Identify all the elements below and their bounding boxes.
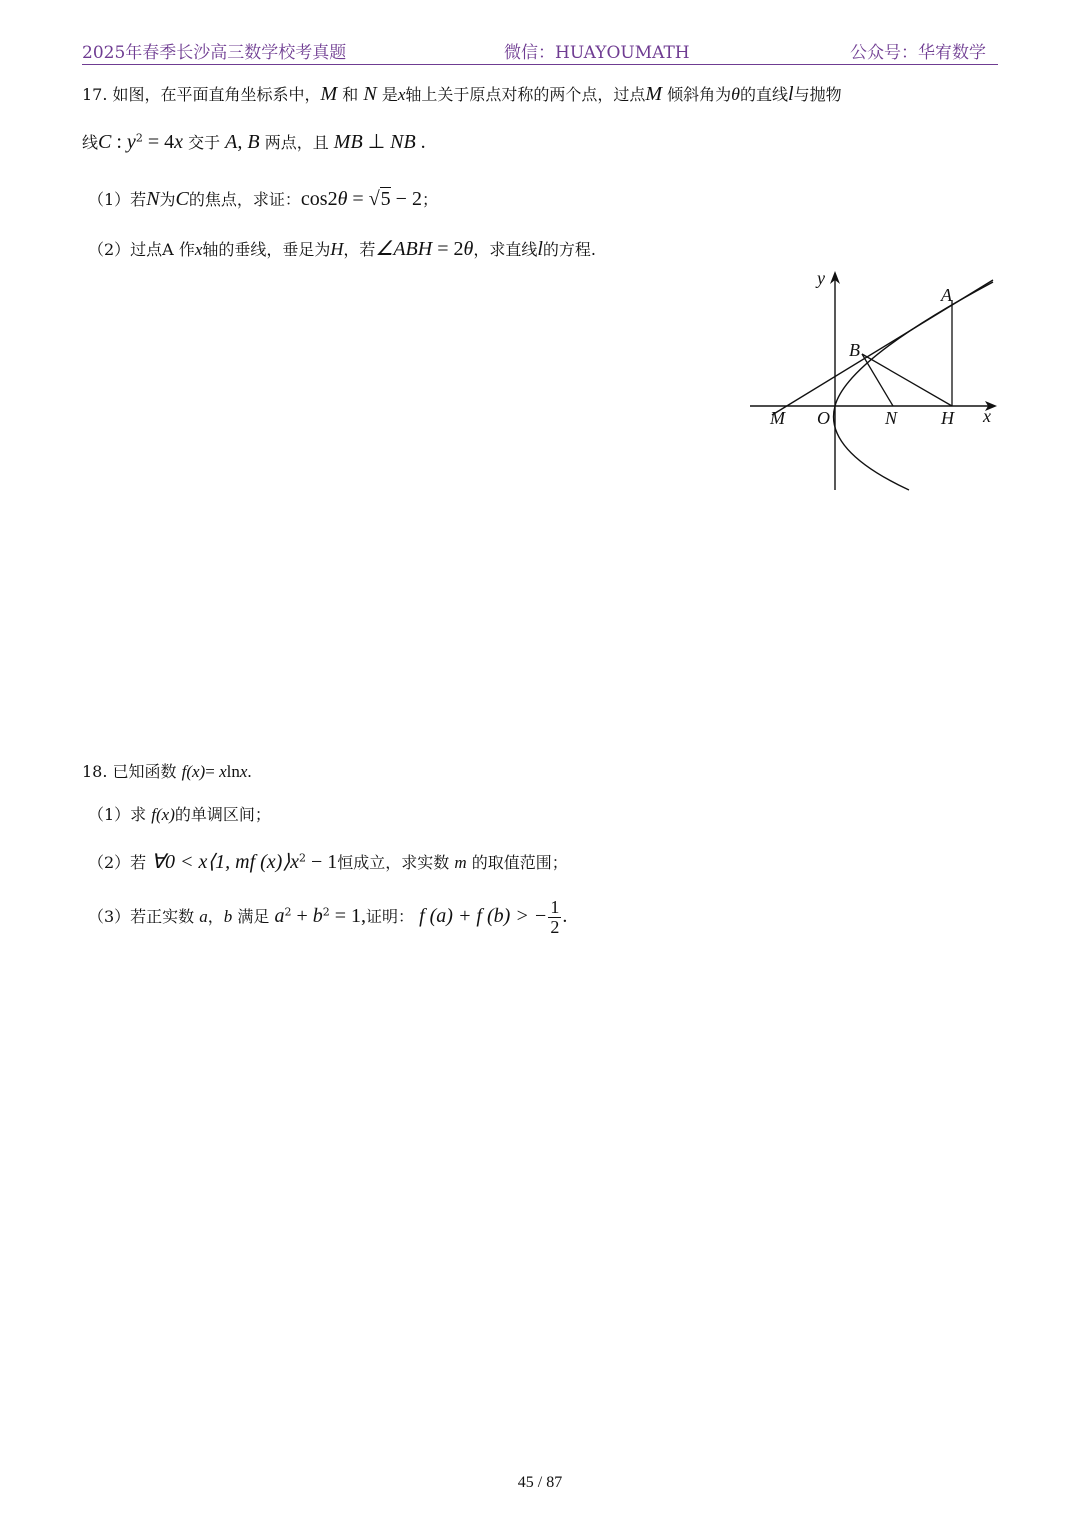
text: 满足	[232, 906, 275, 926]
radicand: 5	[380, 188, 391, 210]
angle-ABH: ∠ABH	[375, 238, 433, 260]
var-theta: θ	[463, 238, 474, 260]
func-f: f(x)	[181, 762, 206, 781]
text: =	[347, 188, 369, 210]
text: 为	[159, 190, 176, 209]
label-N: N	[885, 408, 898, 428]
label-O: O	[817, 408, 830, 428]
label-A: A	[941, 285, 952, 305]
text: 的方程.	[542, 240, 596, 259]
page-number: 45 / 87	[517, 1474, 563, 1491]
text: 的取值范围；	[466, 853, 568, 872]
var-x: x	[194, 240, 203, 259]
exponent: 2	[322, 905, 330, 919]
text: = 1,	[329, 904, 367, 927]
text: （1）若	[88, 190, 147, 209]
text: − 2	[390, 188, 422, 210]
text: 交于	[182, 133, 226, 152]
text: ln	[226, 762, 240, 781]
q17-line2	[82, 130, 426, 154]
text: （1）求	[88, 805, 152, 824]
text: （2）若	[88, 853, 152, 872]
var-x: x	[239, 762, 248, 781]
text: = 4	[142, 131, 175, 153]
q17-part1	[88, 187, 438, 211]
var-M: M	[645, 83, 663, 105]
text: +	[291, 904, 313, 927]
exponent: 2	[284, 905, 292, 919]
var-M: M	[320, 83, 338, 105]
q18-part3	[88, 898, 567, 937]
text: 和	[337, 85, 364, 104]
text: 线	[82, 133, 99, 152]
q18-part1	[88, 805, 271, 825]
header-right: 公众号：华宥数学	[850, 43, 986, 63]
var-N: N	[146, 188, 160, 210]
var-theta: θ	[731, 84, 741, 104]
var-b: b	[312, 904, 323, 927]
parabola-figure	[745, 262, 1000, 497]
var-x: x	[174, 131, 183, 153]
fraction-one-half	[548, 898, 561, 937]
var-b: b	[223, 906, 233, 926]
var-MB: MB	[333, 131, 363, 153]
exponent: 2	[135, 131, 143, 145]
numerator: 1	[550, 897, 560, 917]
text: =	[205, 762, 220, 781]
var-C: C	[175, 188, 189, 210]
text: 的单调区间；	[174, 805, 271, 824]
text: cos2	[300, 188, 338, 210]
var-x: x	[219, 762, 227, 781]
var-x: x	[397, 85, 406, 104]
var-l: l	[537, 238, 543, 260]
text: 是	[376, 85, 398, 104]
text: .	[562, 904, 568, 927]
label-B: B	[849, 340, 860, 360]
text: − 1	[306, 851, 338, 873]
var-m: m	[454, 853, 467, 872]
header-left: 2025年春季长沙高三数学校考真题	[82, 43, 347, 63]
radical-sign: √	[368, 188, 380, 210]
var-H: H	[330, 239, 344, 259]
text: 的直线	[740, 85, 789, 104]
text: 恒成立，求实数	[337, 853, 455, 872]
text: 的焦点，求证：	[188, 190, 301, 209]
var-a: a	[274, 904, 285, 927]
page-header	[82, 36, 998, 65]
var-a: a	[199, 906, 208, 926]
text: 证明：	[366, 906, 415, 926]
label-y: y	[817, 268, 825, 288]
line-l	[772, 280, 993, 415]
label-x: x	[983, 406, 991, 426]
var-l: l	[788, 83, 794, 105]
math-expression: f (a) + f (b) > −	[414, 904, 548, 927]
func-f: f(x)	[151, 805, 175, 824]
text: 轴上关于原点对称的两个点，过点	[405, 85, 646, 104]
text: ，求直线	[473, 240, 538, 259]
var-AB: A, B	[225, 131, 260, 153]
text: .	[247, 762, 252, 781]
segment-BH	[862, 354, 952, 406]
math-expression: ∀0 < x⟨1, mf (x)⟩x	[151, 851, 300, 873]
text: 两点，且	[259, 133, 334, 152]
q18-part2	[88, 850, 568, 874]
q17-line1	[82, 82, 842, 106]
perp-symbol: ⊥	[362, 131, 391, 153]
text: 18. 已知函数	[82, 762, 182, 781]
var-NB: NB	[390, 131, 416, 153]
text: （3）若正实数	[88, 906, 200, 926]
text: ，	[207, 906, 224, 926]
var-N: N	[363, 83, 377, 105]
denominator: 2	[550, 916, 560, 937]
text: 轴的垂线，垂足为	[202, 240, 331, 259]
text: （2）过点A 作	[88, 240, 195, 259]
var-theta: θ	[337, 188, 348, 210]
header-middle: 微信：HUAYOUMATH	[504, 43, 690, 63]
text: ，若	[343, 240, 376, 259]
text: 17. 如图，在平面直角坐标系中，	[82, 85, 321, 104]
label-H: H	[941, 408, 954, 428]
text: = 2	[432, 238, 464, 260]
label-M: M	[770, 408, 785, 428]
q17-part2	[88, 237, 596, 261]
text: 倾斜角为	[662, 85, 732, 104]
text: .	[415, 131, 426, 153]
var-C: C	[98, 131, 112, 153]
segment-BN	[862, 354, 893, 406]
parabola-curve	[834, 282, 993, 490]
exponent: 2	[299, 851, 307, 865]
text: :	[111, 131, 127, 153]
text: ；	[421, 190, 438, 209]
var-y: y	[126, 131, 136, 153]
text: 与抛物	[793, 85, 842, 104]
q18-line1	[82, 762, 252, 782]
